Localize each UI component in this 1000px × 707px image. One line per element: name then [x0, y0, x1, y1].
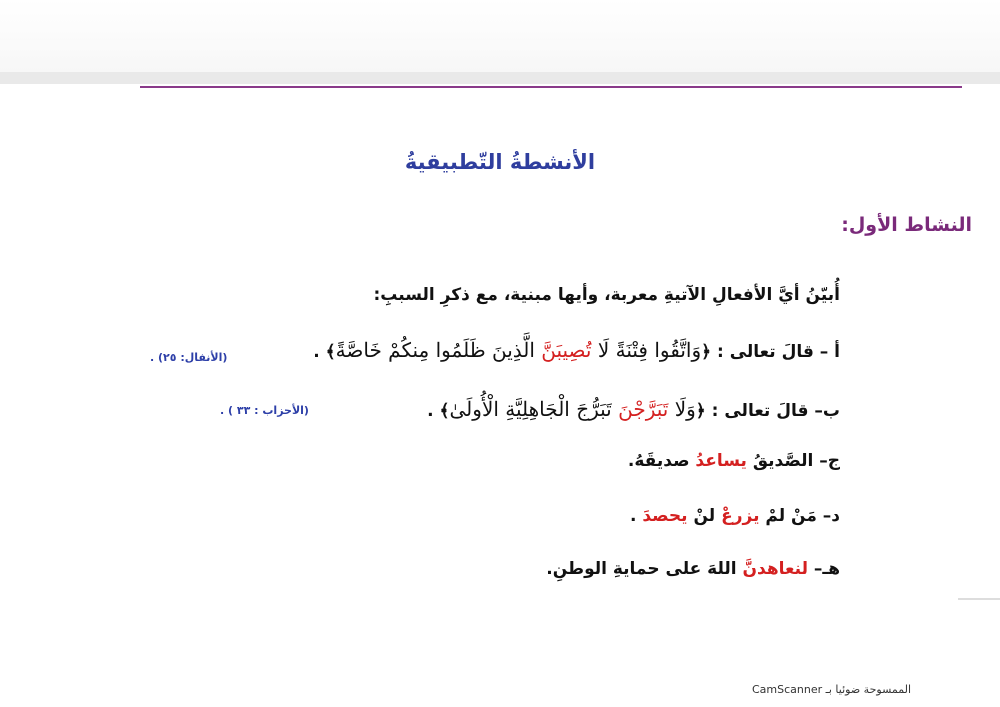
item-a-verse: [336, 338, 701, 362]
activity-heading: النشاط الأول:: [841, 214, 972, 236]
scanner-watermark: الممسوحة ضوئيا بـ CamScanner: [752, 683, 912, 696]
item-e-highlight-verb: لنعاهدنَّ: [742, 559, 808, 579]
item-b-verse: [450, 397, 696, 421]
page-title: الأنشطةُ التّطبيقيةُ: [404, 150, 596, 174]
item-d-pre: د– مَنْ لمْ: [759, 506, 840, 526]
exercise-item-b: [427, 397, 840, 421]
item-a-reference: (الأنفال: ٢٥) .: [150, 351, 228, 364]
item-a-highlight-verb: تُصِيبَنَّ: [541, 338, 592, 362]
item-b-reference: (الأحزاب : ٣٣ ) .: [220, 404, 309, 417]
item-d-middle: لنْ: [687, 506, 722, 526]
item-e-pre: هـ–: [807, 559, 840, 579]
item-c-post: صديقَهُ.: [627, 451, 696, 471]
item-b-verse-post: تَبَرُّجَ الْجَاهِلِيَّةِ الْأُولَىٰ: [449, 397, 619, 421]
exercise-item-d: [630, 506, 840, 526]
top-margin: [0, 0, 1000, 72]
exercise-prompt: أُبيّنُ أيَّ الأفعالِ الآتيةِ معربة، وأيها مبنية، مع ذكرِ السببِ:: [373, 285, 840, 305]
exercise-item-e: [546, 559, 840, 579]
item-a-prefix: أ – قالَ تعالى : ﴿: [701, 342, 840, 362]
item-b-highlight-verb: تَبَرَّجْنَ: [618, 397, 669, 421]
item-b-prefix: ب– قالَ تعالى : ﴿: [695, 401, 840, 421]
header-rule: [140, 86, 962, 88]
top-margin-band: [0, 72, 1000, 84]
margin-line: [958, 598, 1000, 600]
item-b-suffix: ﴾ .: [427, 401, 450, 421]
item-a-verse-post: الَّذِينَ ظَلَمُوا مِنكُمْ خَاصَّةً: [335, 338, 542, 362]
item-e-post: اللهَ على حمايةِ الوطنِ.: [546, 559, 743, 579]
exercise-item-c: [628, 451, 840, 471]
item-a-verse-pre: وَاتَّقُوا فِتْنَةً لَا: [591, 338, 702, 362]
item-d-post: .: [629, 506, 643, 526]
item-b-verse-pre: وَلَا: [668, 397, 696, 421]
exercise-item-a: [313, 338, 840, 362]
item-d-highlight-verb-1: يزرعْ: [721, 506, 760, 526]
item-a-suffix: ﴾ .: [313, 342, 336, 362]
item-c-highlight-verb: يساعدُ: [695, 451, 747, 471]
item-d-highlight-verb-2: يحصدَ: [642, 506, 688, 526]
item-c-pre: ج– الصَّديقُ: [746, 451, 840, 471]
